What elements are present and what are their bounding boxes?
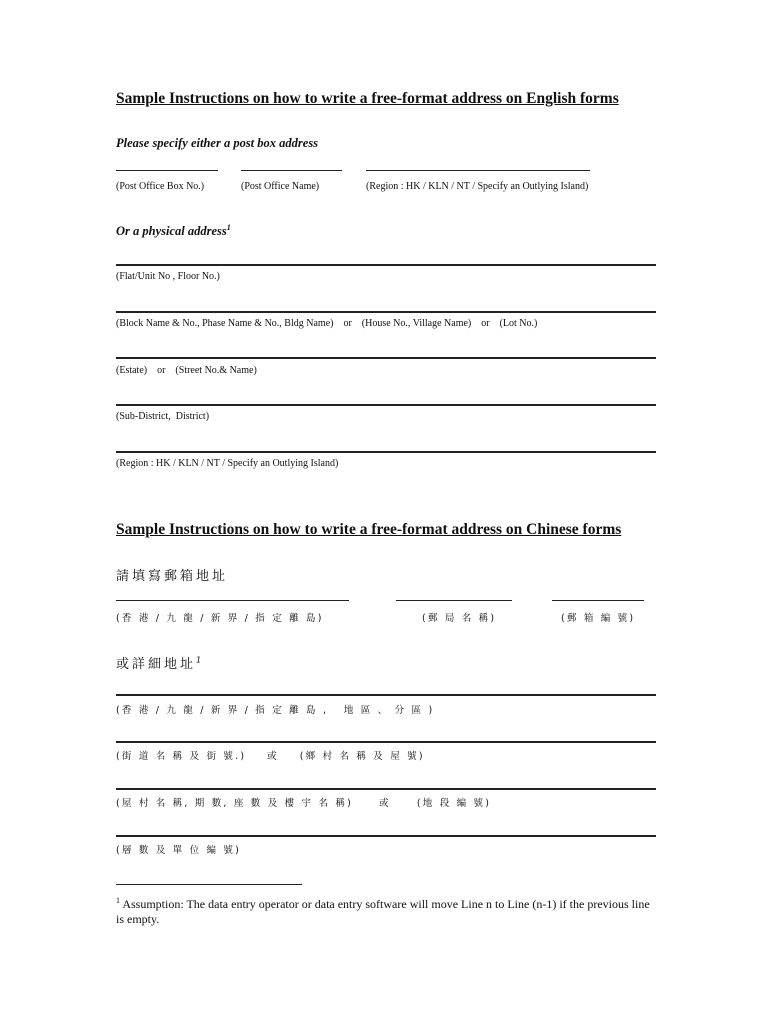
english-post-box-prompt: Please specify either a post box address [116,136,319,150]
post-box-no-label: (Post Office Box No.) [116,181,205,192]
address-line-label: (Region : HK / KLN / NT / Specify an Outlying Island) [116,458,339,469]
address-line-label: (Estate) or (Street No.& Name) [116,365,257,376]
cn-address-line-divider [116,835,656,837]
post-box-no-line [116,170,218,171]
chinese-physical-prompt [116,653,204,672]
address-line-divider [116,357,656,359]
address-line-divider [116,404,656,406]
address-line-divider [116,451,656,453]
physical-prompt-text: Or a physical address [116,224,227,239]
cn-address-line-divider [116,694,656,696]
cn-post-office-name-line [396,600,512,601]
cn-address-line-label: (香 港 / 九 龍 / 新 界 / 指 定 離 島 , 地 區 、 分 區 ) [116,705,435,716]
cn-footnote-ref: 1 [196,655,205,665]
cn-address-line-divider [116,741,656,743]
cn-post-box-no-line [552,600,644,601]
post-region-label: (Region : HK / KLN / NT / Specify an Outlying Island) [366,181,589,192]
address-line-label: (Sub-District, District) [116,411,210,422]
cn-post-box-no-label: (郵 箱 編 號) [561,613,636,624]
cn-address-line-divider [116,788,656,790]
english-heading: Sample Instructions on how to write a free-format address on English forms [116,90,619,107]
post-region-line [366,170,590,171]
cn-post-region-label: (香 港 / 九 龍 / 新 界 / 指 定 離 島) [116,613,324,624]
address-line-label: (Block Name & No., Phase Name & No., Bldg Name) or (House No., Village Name) or (Lot No.) [116,318,538,329]
cn-address-line-label: (層 數 及 單 位 編 號) [116,845,242,856]
cn-post-office-name-label: (郵 局 名 稱) [422,613,497,624]
footnote-separator [116,884,302,885]
cn-address-line-label: (屋 村 名 稱, 期 數, 座 數 及 樓 宇 名 稱) 或 (地 段 編 號) [116,798,492,809]
footnote-ref: 1 [226,223,231,232]
chinese-post-box-prompt: 請填寫郵箱地址 [116,569,229,584]
cn-address-line-label: (街 道 名 稱 及 街 號.) 或 (鄉 村 名 稱 及 屋 號) [116,751,425,762]
address-line-divider [116,311,656,313]
chinese-heading: Sample Instructions on how to write a free-format address on Chinese forms [116,521,622,538]
cn-post-region-line [116,600,349,601]
post-office-name-line [241,170,342,171]
footnote-text: Assumption: The data entry operator or data entry software will move Line n to Line (n-1) if the previous line is empty. [116,897,650,926]
address-line-divider [116,264,656,266]
cn-physical-prompt-text: 或詳細地址 [116,657,197,672]
footnote [116,893,656,927]
english-physical-prompt [116,223,231,239]
address-line-label: (Flat/Unit No , Floor No.) [116,271,220,282]
footnote-mark: 1 [116,896,120,905]
post-office-name-label: (Post Office Name) [241,181,320,192]
